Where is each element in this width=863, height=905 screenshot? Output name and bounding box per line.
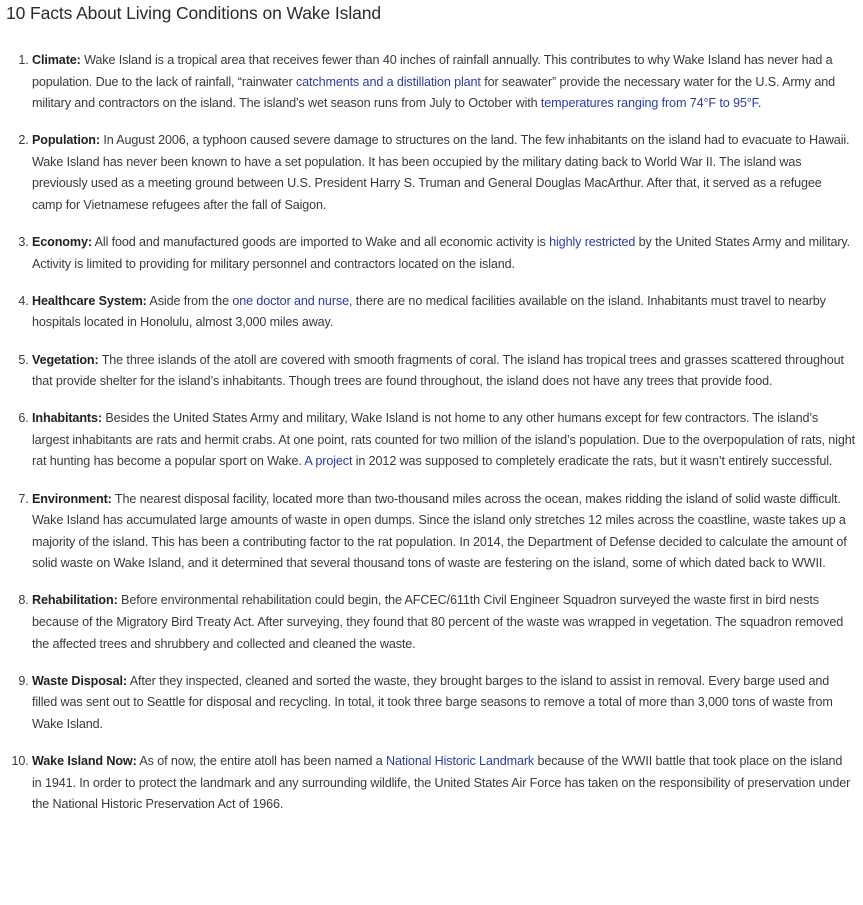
fact-text: , there are no medical facilities available on the island. Inhabitants must travel to nearby hospitals located in Honolulu, almost 3,000 miles away. bbox=[32, 293, 826, 330]
fact-text: because of the WWII battle that took place on the island in 1941. In order to protect the landmark and any surrounding wildlife, the United States Air Force has taken on the responsibility of preservation under the National Historic Preservation Act of 1966. bbox=[32, 753, 851, 812]
fact-item-inhabitants bbox=[32, 408, 855, 473]
fact-text: Besides the United States Army and military, Wake Island is not home to any other humans except for few contractors. The island’s largest inhabitants are rats and hermit crabs. At one point, rats counted for two million of the island’s population. Due to the overpopulation of rats, night rat hunting has become a popular sport on Wake. bbox=[32, 411, 855, 469]
fact-item-waste-disposal bbox=[32, 671, 855, 736]
temperatures-link[interactable]: temperatures ranging from 74°F to 95°F bbox=[540, 96, 758, 111]
fact-text: All food and manufactured goods are imported to Wake and all economic activity is bbox=[91, 235, 550, 250]
fact-text: The nearest disposal facility, located more than two-thousand miles across the ocean, makes ridding the island of solid waste difficult. Wake Island has accumulated large amounts of waste in open dumps. Since the island only stretches 12 miles across the coastline, waste takes up a majority of the island. This has been a contributing factor to the rat population. In 2014, the Department of Defense decided to calculate the amount of solid waste on Wake Island, and it determined that several thousand tons of waste are festering on the island, some of which dated back to WWII. bbox=[32, 491, 847, 571]
fact-item-population bbox=[32, 130, 855, 216]
fact-text: Before environmental rehabilitation could begin, the AFCEC/611th Civil Engineer Squadron surveyed the waste first in bird nests because of the Migratory Bird Treaty Act. After surveying, they found that 80 percent of the waste was wrapped in vegetation. The squadron removed the affected trees and shrubbery and collected and cleaned the waste. bbox=[32, 593, 844, 651]
fact-heading: Healthcare System: bbox=[32, 293, 147, 308]
fact-text: The three islands of the atoll are covered with smooth fragments of coral. The island has tropical trees and grasses scattered throughout that provide shelter for the island’s inhabitants. Though trees are found throughout, the island does not have any trees that provide food. bbox=[32, 352, 844, 389]
doctor-nurse-link[interactable]: one doctor and nurse bbox=[232, 293, 349, 308]
fact-heading: Vegetation: bbox=[32, 352, 99, 367]
fact-item-healthcare bbox=[32, 291, 855, 334]
fact-text: . bbox=[757, 96, 762, 111]
fact-heading: Environment: bbox=[32, 491, 112, 506]
fact-item-rehabilitation bbox=[32, 590, 855, 655]
fact-heading: Wake Island Now: bbox=[32, 753, 137, 768]
facts-list bbox=[6, 50, 855, 816]
fact-heading: Climate: bbox=[32, 53, 81, 67]
fact-heading: Waste Disposal: bbox=[32, 673, 128, 688]
national-historic-landmark-link[interactable]: National Historic Landmark bbox=[386, 753, 535, 768]
page-title: 10 Facts About Living Conditions on Wake Island bbox=[6, 3, 382, 23]
fact-heading: Economy: bbox=[32, 235, 92, 250]
catchments-link[interactable]: catchments and a distillation plant bbox=[295, 74, 481, 89]
fact-text: In August 2006, a typhoon caused severe damage to structures on the land. The few inhabitants on the island had to evacuate to Hawaii. Wake Island has never been known to have a set population. It has been occupied by the military dating back to World War II. The island was previously used as a meeting ground between U.S. President Harry S. Truman and General Douglas MacArthur. After that, it served as a refugee camp for Vietnamese refugees after the fall of Saigon. bbox=[32, 133, 850, 213]
fact-text: for seawater” provide the necessary water for the U.S. Army and military and contractors on the island. The island’s wet season runs from July to October with bbox=[32, 74, 836, 111]
fact-text: Aside from the bbox=[146, 293, 233, 308]
a-project-link[interactable]: A project bbox=[304, 454, 353, 469]
fact-heading: Inhabitants: bbox=[32, 411, 102, 426]
highly-restricted-link[interactable]: highly restricted bbox=[549, 235, 636, 250]
fact-item-wake-island-now bbox=[32, 751, 855, 816]
fact-item-climate bbox=[32, 50, 855, 115]
fact-text: by the United States Army and military. Activity is limited to providing for military personnel and contractors located on the island. bbox=[32, 235, 851, 271]
fact-text: Wake Island is a tropical area that receives fewer than 40 inches of rainfall annually. This contributes to why Wake Island has never had a population. Due to the lack of rainfall, “rainwater bbox=[32, 53, 833, 89]
fact-text: in 2012 was supposed to completely eradicate the rats, but it wasn’t entirely successful. bbox=[352, 454, 833, 469]
fact-text: As of now, the entire atoll has been named a bbox=[136, 753, 387, 768]
fact-heading: Rehabilitation: bbox=[32, 593, 118, 608]
fact-heading: Population: bbox=[32, 133, 100, 148]
fact-item-environment bbox=[32, 489, 855, 575]
fact-item-economy bbox=[32, 232, 855, 275]
fact-item-vegetation bbox=[32, 350, 855, 393]
fact-text: After they inspected, cleaned and sorted the waste, they brought barges to the island to assist in removal. Every barge used and filled was sent out to Seattle for disposal and recycling. In total, it took three barge seasons to remove a total of more than 3,000 tons of waste from Wake Island. bbox=[32, 673, 833, 731]
